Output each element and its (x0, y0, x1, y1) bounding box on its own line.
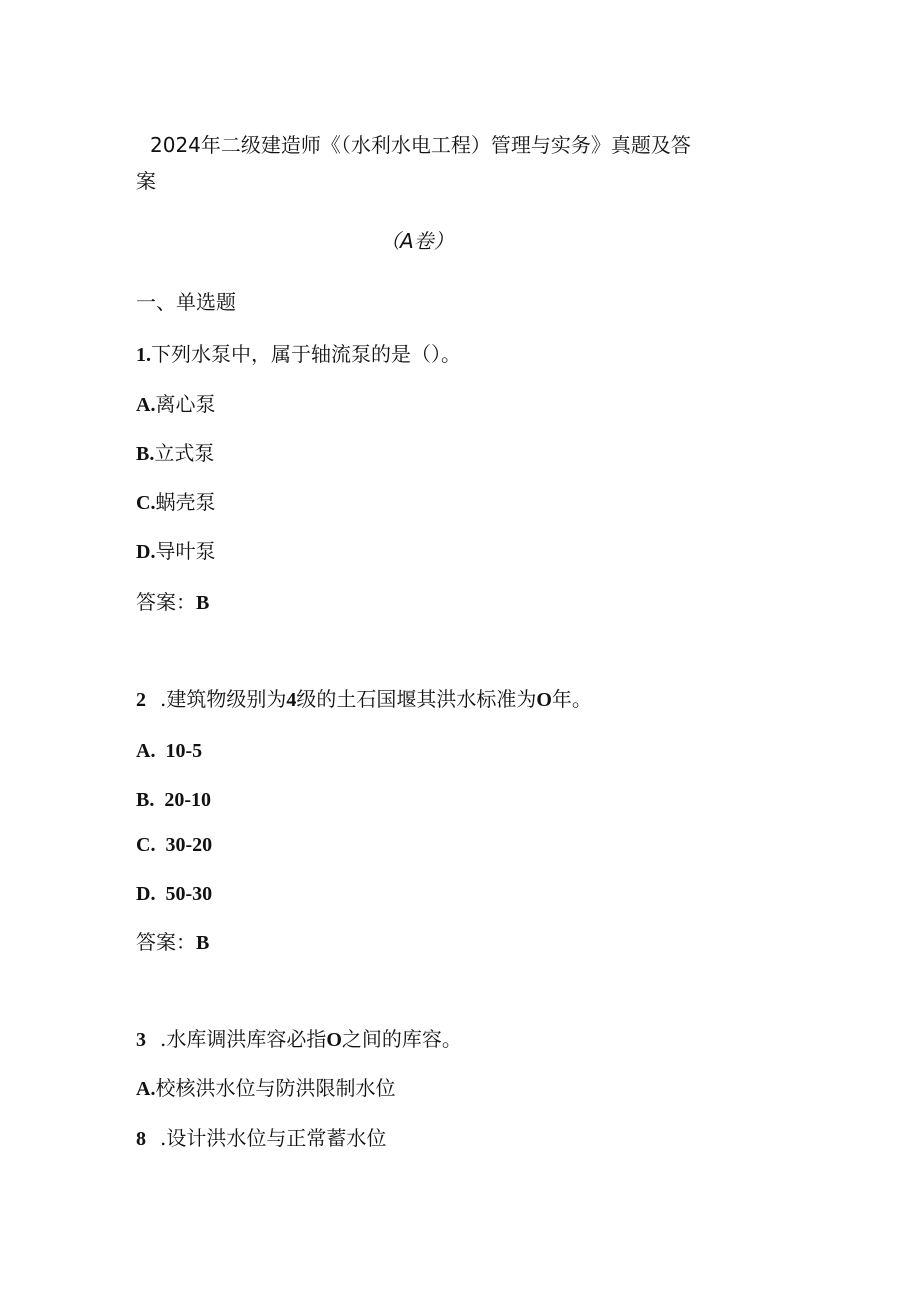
question-3-stem (136, 1026, 462, 1053)
option-label: D. (136, 883, 156, 905)
document-title-line2: 案 (136, 169, 156, 193)
option-label: A. (136, 1078, 156, 1100)
question-3-option-a (136, 1075, 395, 1102)
question-1-option-d (136, 538, 215, 565)
option-label: C. (136, 492, 156, 514)
option-text: 立式泵 (154, 441, 215, 465)
question-2-option-d (136, 881, 212, 907)
answer-value: B (196, 592, 210, 614)
question-number: 3 (136, 1029, 146, 1051)
option-text: .设计洪水位与正常蓄水位 (160, 1126, 387, 1150)
question-number: 1. (136, 344, 151, 366)
question-text-part: 级的土石国堰其洪水标准为 (296, 687, 537, 711)
option-text: 50-30 (165, 883, 213, 905)
question-text-part: 4 (286, 689, 297, 711)
question-text-part: .建筑物级别为 (160, 687, 287, 711)
option-label: B. (136, 443, 155, 465)
question-text-part: O (536, 689, 552, 711)
option-label: A. (136, 394, 156, 416)
option-text: 20-10 (164, 789, 212, 811)
document-subtitle: （A卷） (380, 229, 454, 253)
answer-label: 答案： (136, 590, 196, 614)
question-1-option-a (136, 391, 215, 418)
question-2-option-c (136, 832, 212, 858)
option-text: 蜗壳泵 (155, 490, 216, 514)
option-label: D. (136, 541, 156, 563)
option-label: B. (136, 789, 155, 811)
question-text-part: 之间的库容。 (341, 1027, 462, 1051)
question-text-part: 年。 (551, 687, 592, 711)
answer-value: B (196, 932, 210, 954)
option-label: C. (136, 834, 156, 856)
answer-label: 答案： (136, 930, 196, 954)
option-text: 30-20 (165, 834, 213, 856)
question-2-option-a (136, 738, 202, 764)
option-text: 10-5 (165, 740, 203, 762)
question-text-part: O (326, 1029, 342, 1051)
question-2-answer (136, 929, 209, 956)
question-number: 2 (136, 689, 146, 711)
option-text: 离心泵 (155, 392, 216, 416)
question-3-option-b (136, 1125, 386, 1152)
question-1-option-b (136, 440, 214, 467)
question-2-option-b (136, 787, 211, 813)
option-text: 校核洪水位与防洪限制水位 (155, 1076, 396, 1100)
option-label: A. (136, 740, 156, 762)
question-text-part: .水库调洪库容必指 (160, 1027, 327, 1051)
question-1-option-c (136, 489, 215, 516)
question-1-stem (136, 341, 461, 368)
section-heading: 一、单选题 (136, 290, 236, 314)
question-2-stem (136, 686, 592, 713)
option-label: 8 (136, 1128, 146, 1150)
question-1-answer (136, 589, 209, 616)
option-text: 导叶泵 (155, 539, 216, 563)
question-text: 下列水泵中，属于轴流泵的是（）。 (151, 342, 461, 366)
document-title-line1: 2024年二级建造师《（水利水电工程）管理与实务》真题及答 (150, 133, 691, 157)
